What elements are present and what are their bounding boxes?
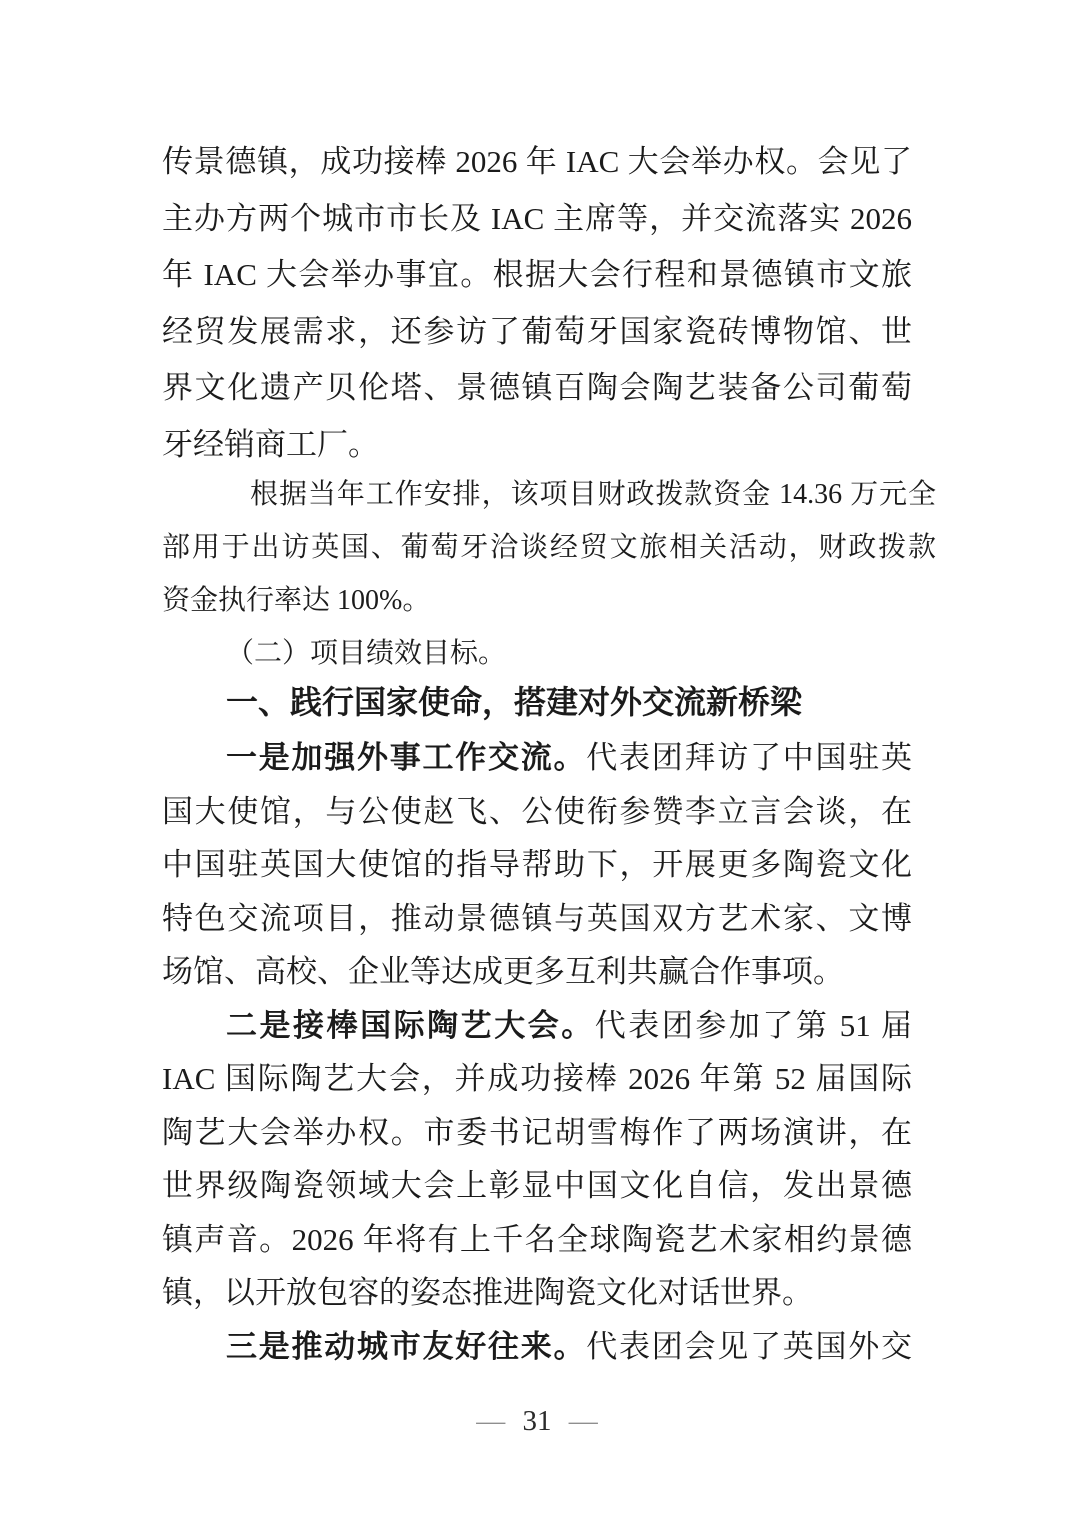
body-line	[162, 1052, 912, 1106]
body-text: 镇声音。2026 年将有上千名全球陶瓷艺术家相约景德	[162, 1221, 912, 1257]
body-line	[162, 247, 912, 304]
bold-lead: 三是推动城市友好往来。	[226, 1328, 587, 1364]
section-heading-block	[162, 676, 912, 729]
body-text: 年 IAC 大会举办事宜。根据大会行程和景德镇市文旅	[162, 257, 912, 292]
paragraph-overseas-visit	[162, 134, 912, 473]
body-line	[162, 1106, 912, 1160]
body-text: 代表团参加了第 51 届	[594, 1007, 913, 1043]
body-line	[162, 417, 912, 474]
body-line	[162, 1266, 912, 1320]
body-text: 场馆、高校、企业等达成更多互利共赢合作事项。	[162, 954, 844, 989]
body-text: 世界级陶瓷领域大会上彰显中国文化自信，发出景德	[162, 1168, 912, 1203]
body-line	[162, 945, 912, 999]
body-text: 主办方两个城市市长及 IAC 主席等，并交流落实 2026	[162, 200, 912, 236]
heading-text: 一、践行国家使命，搭建对外交流新桥梁	[226, 684, 803, 720]
page-number-dash-left: —	[476, 1405, 506, 1437]
body-line	[162, 360, 912, 417]
body-line	[162, 1213, 912, 1267]
body-line	[162, 574, 936, 627]
body-text: 中国驻英国大使馆的指导帮助下，开展更多陶瓷文化	[162, 847, 912, 882]
page-number-dash-right: —	[568, 1405, 598, 1437]
body-text: 界文化遗产贝伦塔、景德镇百陶会陶艺装备公司葡萄	[162, 370, 912, 405]
bold-lead: 一是加强外事工作交流。	[226, 740, 587, 775]
page-number	[0, 1405, 1074, 1438]
bold-lead: 二是接棒国际陶艺大会。	[226, 1007, 595, 1043]
body-line	[162, 304, 912, 361]
body-line	[162, 999, 912, 1053]
page-number-value: 31	[522, 1405, 552, 1437]
body-text: （二）项目绩效目标。	[226, 638, 507, 669]
paragraph-funding	[162, 468, 936, 680]
body-line	[162, 521, 936, 574]
body-line	[162, 134, 912, 191]
body-text: 代表团拜访了中国驻英	[586, 740, 912, 775]
body-line	[162, 731, 912, 785]
body-line	[162, 468, 936, 521]
body-line	[162, 785, 912, 839]
body-text: 特色交流项目，推动景德镇与英国双方艺术家、文博	[162, 900, 912, 936]
body-text: 经贸发展需求，还参访了葡萄牙国家瓷砖博物馆、世	[162, 313, 912, 349]
body-line	[162, 892, 912, 946]
body-text: 国大使馆，与公使赵飞、公使衔参赞李立言会谈，在	[162, 793, 912, 829]
body-line	[162, 191, 912, 248]
body-text: 牙经销商工厂。	[162, 426, 379, 462]
body-text: 根据当年工作安排，该项目财政拨款资金 14.36 万元全	[250, 479, 936, 510]
body-text: 传景德镇，成功接棒 2026 年 IAC 大会举办权。会见了	[162, 144, 912, 179]
section-body	[162, 731, 912, 1373]
body-text: 陶艺大会举办权。市委书记胡雪梅作了两场演讲，在	[162, 1114, 912, 1150]
body-line	[162, 838, 912, 892]
body-line	[162, 1320, 912, 1374]
body-line	[162, 1159, 912, 1213]
subsection-heading	[162, 627, 936, 680]
body-text: 镇，以开放包容的姿态推进陶瓷文化对话世界。	[162, 1275, 813, 1310]
body-text: IAC 国际陶艺大会，并成功接棒 2026 年第 52 届国际	[162, 1061, 912, 1096]
section-heading	[162, 676, 912, 729]
body-text: 资金执行率达 100%。	[162, 585, 431, 616]
body-text: 部用于出访英国、葡萄牙洽谈经贸文旅相关活动，财政拨款	[162, 532, 936, 563]
body-text: 代表团会见了英国外交	[586, 1328, 912, 1364]
